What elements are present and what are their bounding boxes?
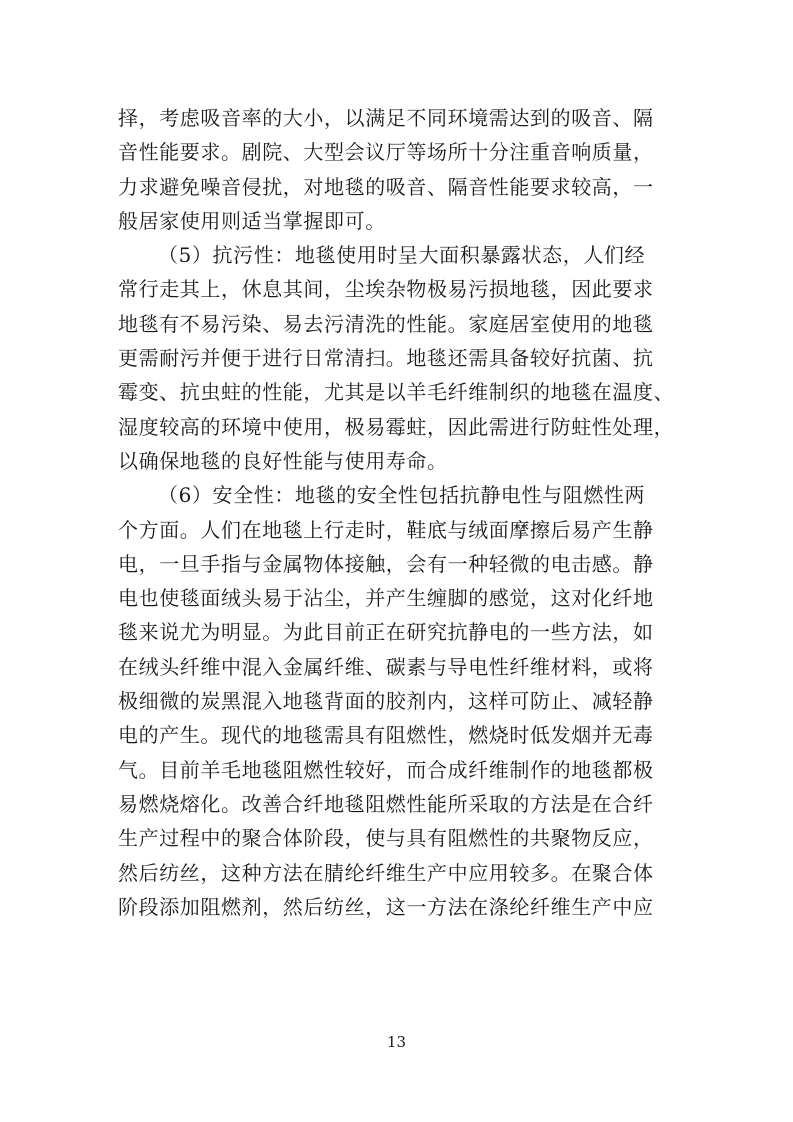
text-line: 生产过程中的聚合体阶段，使与具有阻燃性的共聚物反应， <box>118 826 654 851</box>
text-line: 阶段添加阻燃剂，然后纺丝，这一方法在涤纶纤维生产中应 <box>118 894 654 919</box>
body-text <box>118 101 678 924</box>
page-number: 13 <box>386 1033 407 1051</box>
text-line: 音性能要求。剧院、大型会议厅等场所十分注重音响质量， <box>118 140 654 165</box>
text-line: 电也使毯面绒头易于沾尘，并产生缠脚的感觉，这对化纤地 <box>118 586 654 611</box>
text-line: 择，考虑吸音率的大小，以满足不同环境需达到的吸音、隔 <box>118 106 654 130</box>
text-line: 湿度较高的环境中使用，极易霉蛀，因此需进行防蛀性处理， <box>118 414 675 439</box>
text-line: 气。目前羊毛地毯阻燃性较好，而合成纤维制作的地毯都极 <box>118 757 654 782</box>
text-line: 电，一旦手指与金属物体接触，会有一种轻微的电击感。静 <box>118 551 654 576</box>
text-line: 毯来说尤为明显。为此目前正在研究抗静电的一些方法，如 <box>118 620 654 645</box>
text-line: 电的产生。现代的地毯需具有阻燃性，燃烧时低发烟并无毒 <box>118 723 654 748</box>
text-line: 然后纺丝，这种方法在腈纶纤维生产中应用较多。在聚合体 <box>118 860 654 885</box>
text-line: 个方面。人们在地毯上行走时，鞋底与绒面摩擦后易产生静 <box>118 517 654 542</box>
text-line: 更需耐污并便于进行日常清扫。地毯还需具备较好抗菌、抗 <box>118 346 654 371</box>
paragraph-heading-line: （5）抗污性：地毯使用时呈大面积暴露状态，人们经 <box>158 243 646 268</box>
text-line: 易燃烧熔化。改善合纤地毯阻燃性能所采取的方法是在合纤 <box>118 791 654 816</box>
text-line: 力求避免噪音侵扰，对地毯的吸音、隔音性能要求较高，一 <box>118 174 654 199</box>
paragraph-heading-line: （6）安全性：地毯的安全性包括抗静电性与阻燃性两 <box>158 483 646 508</box>
text-line: 般居家使用则适当掌握即可。 <box>118 208 386 233</box>
text-line: 极细微的炭黑混入地毯背面的胶剂内，这样可防止、减轻静 <box>118 689 654 714</box>
text-line: 霉变、抗虫蛀的性能，尤其是以羊毛纤维制织的地毯在温度、 <box>118 380 675 405</box>
text-line: 在绒头纤维中混入金属纤维、碳素与导电性纤维材料，或将 <box>118 654 654 679</box>
text-line: 以确保地毯的良好性能与使用寿命。 <box>118 448 448 473</box>
text-line: 常行走其上，休息其间，尘埃杂物极易污损地毯，因此要求 <box>118 277 654 302</box>
text-line: 地毯有不易污染、易去污清洗的性能。家庭居室使用的地毯 <box>118 311 654 336</box>
